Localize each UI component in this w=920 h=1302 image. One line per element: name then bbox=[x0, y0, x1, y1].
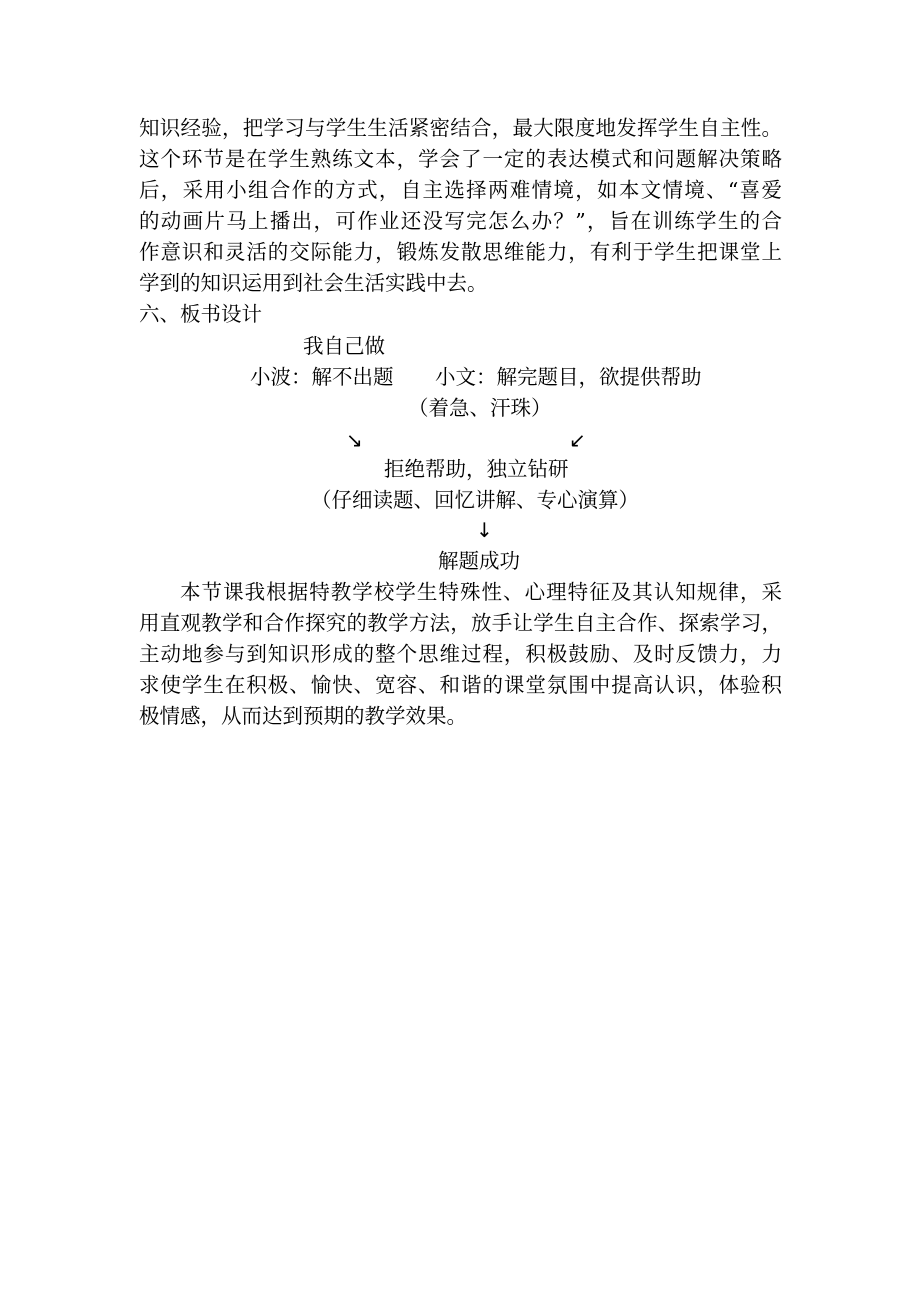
paragraph2-line-5: 极情感，从而达到预期的教学效果。 bbox=[139, 704, 467, 728]
paragraph1-line-1: 知识经验，把学习与学生生活紧密结合，最大限度地发挥学生自主性。 bbox=[139, 116, 782, 140]
board-right-item: 小文：解完题目，欲提供帮助 bbox=[435, 365, 702, 389]
paragraph1-line-3: 后，采用小组合作的方式，自主选择两难情境，如本文情境、“喜爱 bbox=[139, 178, 782, 202]
paragraph2-line-1: 本节课我根据特教学校学生特殊性、心理特征及其认知规律，采 bbox=[180, 580, 782, 604]
section-heading: 六、板书设计 bbox=[139, 302, 262, 326]
arrow-down-right-icon: ↘ bbox=[346, 428, 363, 452]
arrow-down-icon: ↓ bbox=[476, 518, 493, 542]
paragraph1-line-4: 的动画片马上播出，可作业还没写完怎么办？”，旨在训练学生的合 bbox=[139, 209, 782, 233]
board-title: 我自己做 bbox=[303, 334, 385, 358]
paragraph1-line-6: 学到的知识运用到社会生活实践中去。 bbox=[139, 271, 488, 295]
paragraph2-line-2: 用直观教学和合作探究的教学方法，放手让学生自主合作、探索学习， bbox=[139, 611, 782, 635]
board-detail-1: （着急、汗珠） bbox=[408, 396, 552, 420]
board-center: 拒绝帮助，独立钻研 bbox=[384, 457, 569, 481]
paragraph2-line-4: 求使学生在积极、愉快、宽容、和谐的课堂氛围中提高认识，体验积 bbox=[139, 673, 782, 697]
board-result: 解题成功 bbox=[438, 549, 520, 573]
paragraph1-line-5: 作意识和灵活的交际能力，锻炼发散思维能力，有利于学生把课堂上 bbox=[139, 240, 782, 264]
board-left-item: 小波：解不出题 bbox=[250, 365, 394, 389]
arrow-down-left-icon: ↙ bbox=[569, 428, 586, 452]
board-detail-2: （仔细读题、回忆讲解、专心演算） bbox=[311, 488, 639, 512]
paragraph2-line-3: 主动地参与到知识形成的整个思维过程，积极鼓励、及时反馈力，力 bbox=[139, 642, 782, 666]
paragraph1-line-2: 这个环节是在学生熟练文本，学会了一定的表达模式和问题解决策略 bbox=[139, 147, 782, 171]
